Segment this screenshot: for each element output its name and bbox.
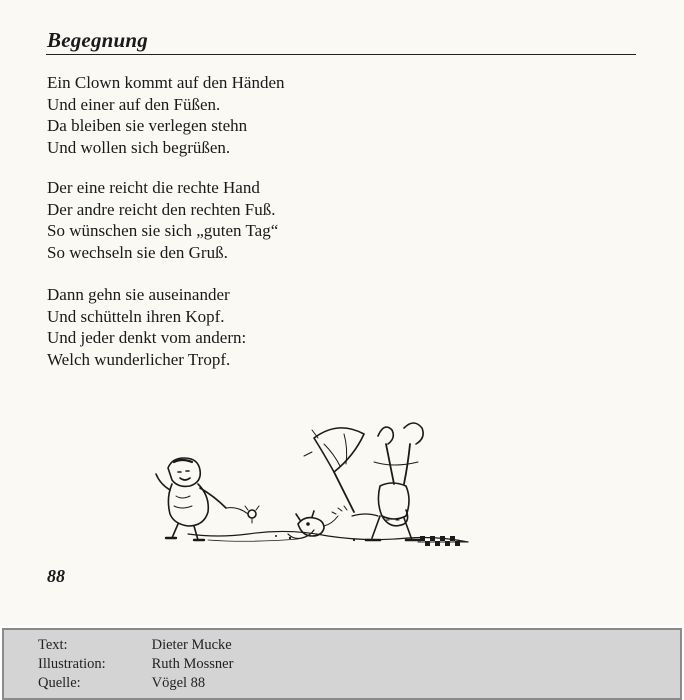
poem-line: So wünschen sie sich „guten Tag“	[47, 221, 279, 240]
stanza-2	[47, 177, 278, 263]
page-number: 88	[47, 566, 65, 586]
credit-row-text	[38, 636, 232, 655]
poem-line: Und einer auf den Füßen.	[47, 94, 221, 114]
credit-value: Ruth Mossner	[151, 656, 234, 672]
poem-line: Der eine reicht die rechte Hand	[47, 178, 260, 197]
credit-row-source	[38, 674, 205, 693]
title-underline	[46, 54, 636, 55]
credit-value: Dieter Mucke	[151, 637, 232, 653]
poem-line: So wechseln sie den Gruß.	[47, 242, 228, 262]
stanza-3	[47, 284, 246, 370]
poem-line: Welch wunderlicher Tropf.	[47, 349, 231, 369]
credit-label: Quelle:	[38, 675, 81, 691]
poem-line: Und wollen sich begrüßen.	[47, 137, 231, 157]
poem-line: Dann gehn sie auseinander	[47, 285, 230, 304]
poem-line: Ein Clown kommt auf den Händen	[47, 73, 285, 92]
credit-label: Text:	[38, 637, 68, 653]
poem-line: Und schütteln ihren Kopf.	[47, 306, 225, 326]
credits-box	[2, 628, 682, 700]
credit-row-illustration	[38, 655, 233, 674]
clowns-illustration	[148, 416, 488, 561]
stanza-1	[47, 72, 285, 158]
credit-label: Illustration:	[38, 656, 106, 672]
poem-title: Begegnung	[47, 28, 148, 52]
credit-value: Vögel 88	[151, 675, 206, 691]
poem-line: Da bleiben sie verlegen stehn	[47, 116, 248, 135]
poem-line: Der andre reicht den rechten Fuß.	[47, 199, 276, 219]
poem-line: Und jeder denkt vom andern:	[47, 328, 247, 347]
